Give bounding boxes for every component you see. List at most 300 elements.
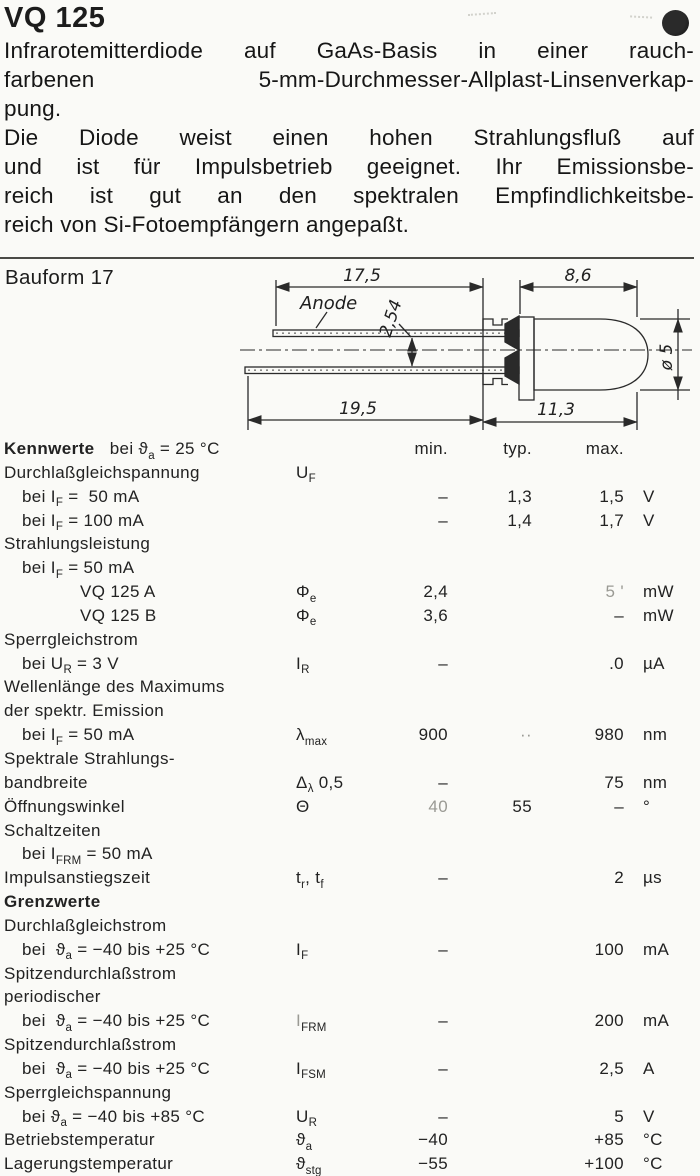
min-cell: – — [438, 653, 448, 673]
text-segment: Spitzendurchlaßstrom — [4, 1035, 177, 1055]
param-cell — [0, 1128, 292, 1155]
symbol-cell — [292, 509, 372, 536]
table-row — [0, 437, 700, 461]
param-cell — [0, 1009, 292, 1036]
param-cell — [0, 461, 292, 488]
unit-cell: mA — [643, 939, 670, 959]
symbol-cell — [292, 1105, 372, 1132]
table-row — [0, 652, 700, 676]
max-cell — [532, 1081, 624, 1105]
unit-cell: V — [643, 486, 655, 506]
symbol-cell — [292, 1033, 372, 1057]
text-segment: VQ 125 B — [80, 605, 157, 625]
unit-cell — [624, 437, 700, 464]
min-cell: – — [438, 486, 448, 506]
text-segment: VQ 125 A — [80, 582, 156, 602]
table-row — [0, 1128, 700, 1152]
max-cell — [532, 914, 624, 938]
max-cell — [532, 675, 624, 699]
table-row — [0, 842, 700, 866]
max-cell — [532, 819, 624, 843]
unit-cell: °C — [643, 1130, 663, 1150]
pencil-smudge — [468, 12, 496, 19]
symbol-cell — [292, 437, 372, 464]
text-segment: = −40 bis +25 °C — [72, 939, 211, 959]
text-segment: R — [301, 664, 310, 677]
typ-cell — [448, 1105, 532, 1132]
text-segment: a — [305, 1140, 313, 1153]
text-segment: ϑ — [296, 1154, 306, 1174]
text-segment: F — [55, 568, 64, 581]
max-cell: +85 — [594, 1130, 624, 1150]
symbol-cell — [292, 485, 372, 512]
min-cell — [372, 532, 448, 556]
symbol-cell — [292, 604, 372, 631]
text-segment: = 25 °C — [154, 439, 220, 458]
text-segment: U — [296, 1106, 309, 1126]
param-cell — [0, 1057, 292, 1084]
dim-diameter: ø 5 — [657, 343, 677, 371]
max-cell: .0 — [609, 653, 624, 673]
text-segment: I — [296, 1011, 302, 1031]
text-segment: FSM — [301, 1069, 326, 1082]
symbol-cell — [292, 842, 372, 869]
min-cell: – — [438, 1058, 448, 1078]
max-cell: 1,5 — [599, 486, 624, 506]
min-cell — [372, 747, 448, 771]
text-segment: F — [55, 497, 64, 510]
max-cell: 980 — [594, 725, 624, 745]
max-cell: 5 — [614, 1106, 624, 1126]
typ-cell — [448, 1128, 532, 1155]
text-segment: FRM — [301, 1021, 327, 1034]
min-cell — [372, 819, 448, 843]
text-segment: Φ — [296, 582, 310, 602]
table-row — [0, 556, 700, 580]
unit-cell: °C — [643, 1154, 663, 1174]
text-segment: Schaltzeiten — [4, 820, 101, 840]
unit-cell — [624, 890, 700, 914]
unit-cell: mW — [643, 605, 674, 625]
text-segment: f — [320, 878, 324, 891]
text-segment: bei I — [22, 510, 56, 530]
max-cell: 200 — [594, 1011, 624, 1031]
param-cell — [0, 604, 292, 631]
table-row — [0, 890, 700, 914]
text-segment: I — [296, 653, 302, 673]
text-segment: F — [55, 521, 64, 534]
table-row — [0, 1105, 700, 1129]
unit-cell — [624, 675, 700, 699]
text-segment: bei I — [22, 725, 56, 745]
min-cell — [372, 842, 448, 869]
unit-cell — [624, 985, 700, 1009]
bond-wedge — [505, 316, 519, 350]
min-cell — [372, 1033, 448, 1057]
typ-cell — [448, 628, 532, 652]
text-segment: a — [65, 1021, 73, 1034]
typ-cell — [448, 1033, 532, 1057]
max-cell: 75 — [604, 772, 624, 792]
text-segment: = 100 mA — [63, 510, 145, 530]
param-cell — [0, 1033, 292, 1057]
text-segment: periodischer — [4, 987, 101, 1007]
text-segment: Öffnungswinkel — [4, 796, 125, 816]
text-segment: = −40 bis +25 °C — [72, 1058, 211, 1078]
min-cell: −40 — [418, 1130, 448, 1150]
text-segment: I — [296, 1058, 302, 1078]
symbol-cell — [292, 914, 372, 938]
param-cell — [0, 771, 292, 798]
max-cell: – — [614, 796, 624, 816]
typ-cell — [448, 532, 532, 556]
typ-cell: ·· — [519, 725, 532, 745]
dim-19-5: 19,5 — [339, 399, 377, 419]
typ-cell — [448, 1081, 532, 1105]
text-segment: R — [63, 664, 72, 677]
typ-cell — [448, 1152, 532, 1176]
unit-cell: V — [643, 510, 655, 530]
text-segment: Kennwerte — [4, 439, 95, 458]
text-segment: Grenzwerte — [4, 892, 101, 912]
param-cell — [0, 795, 292, 819]
intro-line: reich ist gut an den spektralen Empfindlichkeitsbe- — [4, 183, 694, 208]
symbol-cell — [292, 532, 372, 556]
min-cell — [372, 461, 448, 488]
table-row — [0, 985, 700, 1009]
intro-paragraph — [4, 36, 694, 239]
typ-cell — [448, 556, 532, 583]
typ-cell — [448, 985, 532, 1009]
text-segment: Lagerungstemperatur — [4, 1154, 174, 1174]
table-row — [0, 699, 700, 723]
param-cell — [0, 938, 292, 965]
intro-line: pung. — [4, 96, 62, 121]
table-row — [0, 795, 700, 819]
min-cell: – — [438, 939, 448, 959]
min-cell — [372, 556, 448, 583]
text-segment: , t — [305, 868, 321, 888]
symbol-cell — [292, 1152, 372, 1176]
intro-line: und ist für Impulsbetrieb geeignet. Ihr Emissionsbe- — [4, 154, 694, 179]
table-row — [0, 723, 700, 747]
text-segment: λ — [307, 783, 314, 796]
typ-cell: typ. — [503, 439, 532, 458]
text-segment: a — [60, 1117, 68, 1130]
symbol-cell — [292, 795, 372, 819]
table-row — [0, 1033, 700, 1057]
unit-cell — [624, 1033, 700, 1057]
dim-8-6: 8,6 — [564, 266, 592, 286]
max-cell — [532, 747, 624, 771]
text-segment: bei ϑ — [22, 1011, 66, 1031]
typ-cell: 1,3 — [507, 486, 532, 506]
unit-cell — [624, 461, 700, 488]
unit-cell: ° — [643, 796, 651, 816]
unit-cell — [624, 556, 700, 583]
table-row — [0, 962, 700, 986]
text-segment: e — [309, 592, 317, 605]
text-segment: t — [296, 868, 302, 888]
table-row — [0, 604, 700, 628]
text-segment: bei I — [22, 558, 56, 578]
min-cell — [372, 914, 448, 938]
typ-cell — [448, 914, 532, 938]
symbol-cell — [292, 675, 372, 699]
symbol-cell — [292, 985, 372, 1009]
max-cell: 1,7 — [599, 510, 624, 530]
min-cell — [372, 890, 448, 914]
bauform-label: Bauform 17 — [5, 266, 114, 289]
min-cell — [372, 628, 448, 652]
unit-cell: V — [643, 1106, 655, 1126]
text-segment: Impulsanstiegszeit — [4, 868, 151, 888]
unit-cell: nm — [643, 772, 668, 792]
typ-cell — [448, 675, 532, 699]
symbol-cell — [292, 723, 372, 750]
param-cell — [0, 914, 292, 938]
min-cell: – — [438, 1011, 448, 1031]
typ-cell — [448, 1057, 532, 1084]
text-segment: I — [296, 939, 302, 959]
param-cell — [0, 1081, 292, 1105]
max-cell — [532, 962, 624, 986]
text-segment: F — [301, 950, 309, 963]
table-row — [0, 532, 700, 556]
intro-line: reich von Si-Fotoempfängern angepaßt. — [4, 212, 410, 237]
text-segment: bei ϑ — [22, 939, 66, 959]
text-segment: λ — [296, 725, 305, 745]
table-row — [0, 747, 700, 771]
page-title: VQ 125 — [4, 2, 106, 34]
unit-cell — [624, 914, 700, 938]
text-segment: Sperrgleichstrom — [4, 629, 139, 649]
text-segment: a — [65, 1069, 73, 1082]
symbol-cell — [292, 819, 372, 843]
param-cell — [0, 509, 292, 536]
max-cell: 5 ' — [605, 582, 624, 602]
typ-cell — [448, 866, 532, 893]
param-cell — [0, 819, 292, 843]
max-cell — [532, 890, 624, 914]
text-segment: bandbreite — [4, 772, 88, 792]
symbol-cell — [292, 1081, 372, 1105]
text-segment: bei ϑ — [22, 1106, 61, 1126]
max-cell: – — [614, 605, 624, 625]
text-segment: a — [148, 449, 155, 462]
typ-cell: 55 — [512, 796, 532, 816]
bond-wedge — [505, 350, 519, 384]
param-cell — [0, 890, 292, 914]
min-cell: – — [438, 1106, 448, 1126]
text-segment: ϑ — [296, 1130, 306, 1150]
param-cell — [0, 1152, 292, 1176]
text-segment: Betriebstemperatur — [4, 1130, 155, 1150]
unit-cell: mW — [643, 582, 674, 602]
text-segment: stg — [305, 1164, 322, 1176]
text-segment: = −40 bis +85 °C — [67, 1106, 206, 1126]
min-cell — [372, 675, 448, 699]
symbol-cell — [292, 890, 372, 914]
max-cell: 100 — [594, 939, 624, 959]
symbol-cell — [292, 962, 372, 986]
typ-cell — [448, 580, 532, 607]
max-cell: max. — [585, 439, 624, 458]
text-segment: bei I — [22, 844, 56, 864]
max-cell: 2 — [614, 868, 624, 888]
text-segment: R — [308, 1117, 318, 1130]
min-cell — [372, 985, 448, 1009]
min-cell: −55 — [418, 1154, 448, 1174]
intro-line: Infrarotemitterdiode auf GaAs-Basis in einer rauch- — [4, 38, 694, 63]
max-cell — [532, 1033, 624, 1057]
min-cell — [372, 962, 448, 986]
text-segment: Durchlaßgleichspannung — [4, 462, 200, 482]
typ-cell — [448, 962, 532, 986]
text-segment: Sperrgleichspannung — [4, 1082, 172, 1102]
min-cell: 2,4 — [423, 582, 448, 602]
param-cell — [0, 437, 292, 464]
min-cell: – — [438, 868, 448, 888]
pencil-smudge — [630, 15, 652, 21]
symbol-cell — [292, 1128, 372, 1155]
param-cell — [0, 962, 292, 986]
max-cell — [532, 699, 624, 723]
symbol-cell — [292, 699, 372, 723]
text-segment: F — [55, 735, 64, 748]
max-cell — [532, 842, 624, 869]
symbol-cell — [292, 1009, 372, 1036]
text-segment: Durchlaßgleichstrom — [4, 915, 167, 935]
param-cell — [0, 628, 292, 652]
text-segment: = −40 bis +25 °C — [72, 1011, 211, 1031]
typ-cell — [448, 1009, 532, 1036]
min-cell: 40 — [428, 796, 448, 816]
package-drawing — [0, 262, 700, 440]
symbol-cell — [292, 938, 372, 965]
min-cell: – — [438, 772, 448, 792]
table-row — [0, 819, 700, 843]
unit-cell: nm — [643, 725, 668, 745]
param-cell — [0, 985, 292, 1009]
led-flange — [519, 317, 534, 400]
typ-cell — [448, 771, 532, 798]
text-segment: U — [296, 462, 309, 482]
table-row — [0, 1057, 700, 1081]
unit-cell — [624, 1081, 700, 1105]
min-cell: 900 — [418, 725, 448, 745]
symbol-cell — [292, 556, 372, 583]
table-row — [0, 675, 700, 699]
max-cell — [532, 461, 624, 488]
text-segment: bei I — [22, 486, 56, 506]
min-cell: – — [438, 510, 448, 530]
text-segment: Θ — [296, 796, 310, 816]
table-row — [0, 485, 700, 509]
table-row — [0, 1081, 700, 1105]
max-cell — [532, 532, 624, 556]
typ-cell — [448, 699, 532, 723]
text-segment: Φ — [296, 605, 310, 625]
typ-cell — [448, 842, 532, 869]
symbol-cell — [292, 580, 372, 607]
typ-cell — [448, 461, 532, 488]
max-cell: +100 — [584, 1154, 624, 1174]
text-segment: bei ϑ — [22, 1058, 66, 1078]
unit-cell — [624, 699, 700, 723]
text-segment: Wellenlänge des Maximums — [4, 677, 225, 697]
symbol-cell — [292, 628, 372, 652]
text-segment: bei ϑ — [94, 439, 149, 458]
symbol-cell — [292, 652, 372, 679]
text-segment: bei U — [22, 653, 64, 673]
table-row — [0, 866, 700, 890]
text-segment: FRM — [55, 854, 82, 867]
max-cell: 2,5 — [599, 1058, 624, 1078]
dim-17-5: 17,5 — [343, 266, 381, 286]
text-segment: Spektrale Strahlungs- — [4, 748, 175, 768]
symbol-cell — [292, 771, 372, 798]
text-segment: = 50 mA — [63, 558, 135, 578]
intro-line: Die Diode weist einen hohen Strahlungsfluß auf — [4, 125, 694, 150]
text-segment: = 3 V — [71, 653, 119, 673]
param-cell — [0, 1105, 292, 1132]
param-cell — [0, 580, 292, 607]
text-segment: F — [308, 473, 316, 486]
param-cell — [0, 556, 292, 583]
unit-cell — [624, 747, 700, 771]
max-cell — [532, 628, 624, 652]
spec-table — [0, 437, 700, 1176]
unit-cell — [624, 532, 700, 556]
led-body — [534, 319, 648, 390]
intro-line: farbenen 5-mm-Durchmesser-Allplast-Linsenverkap- — [4, 67, 694, 92]
unit-cell — [624, 962, 700, 986]
table-row — [0, 580, 700, 604]
text-segment: = 50 mA — [63, 486, 140, 506]
text-segment: e — [309, 616, 317, 629]
param-cell — [0, 747, 292, 771]
symbol-cell — [292, 461, 372, 488]
table-row — [0, 771, 700, 795]
anode-label: Anode — [300, 293, 358, 314]
typ-cell — [448, 652, 532, 679]
max-cell — [532, 985, 624, 1009]
text-segment: = 50 mA — [63, 725, 135, 745]
table-row — [0, 509, 700, 533]
param-cell — [0, 532, 292, 556]
unit-cell: mA — [643, 1011, 670, 1031]
table-row — [0, 461, 700, 485]
typ-cell — [448, 747, 532, 771]
param-cell — [0, 723, 292, 750]
text-segment: 0,5 — [313, 772, 344, 792]
punch-hole-dot-icon — [662, 10, 689, 36]
param-cell — [0, 866, 292, 893]
table-row — [0, 1152, 700, 1176]
text-segment: Δ — [296, 772, 308, 792]
text-segment: max — [304, 735, 328, 748]
typ-cell — [448, 819, 532, 843]
text-segment: r — [301, 878, 306, 891]
param-cell — [0, 652, 292, 679]
dim-2-54: 2,54 — [375, 297, 407, 340]
text-segment: Strahlungsleistung — [4, 534, 151, 554]
anode-leader — [316, 312, 327, 328]
param-cell — [0, 699, 292, 723]
text-segment: Spitzendurchlaßstrom — [4, 963, 177, 983]
unit-cell: A — [643, 1058, 655, 1078]
